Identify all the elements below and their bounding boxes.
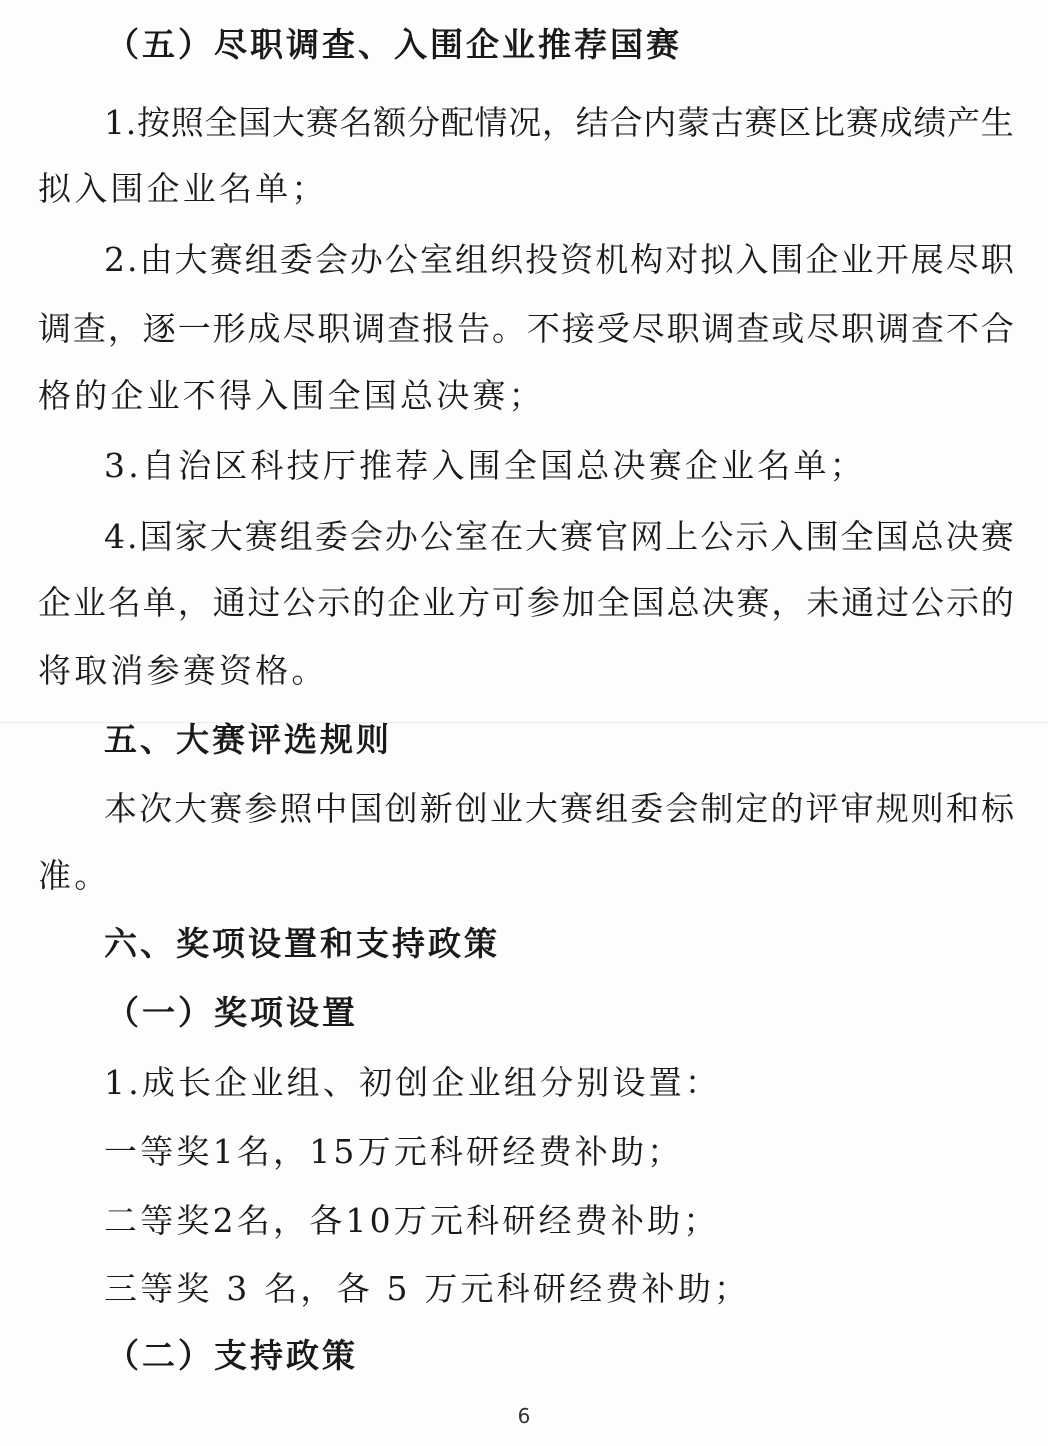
subsection-heading-awards: （一）奖项设置 (106, 993, 358, 1032)
award-item-third: 三等奖 3 名，各 5 万元科研经费补助； (104, 1269, 751, 1308)
award-item-second: 二等奖2名，各10万元科研经费补助； (104, 1201, 720, 1240)
award-item-first: 一等奖1名，15万元科研经费补助； (104, 1132, 684, 1171)
paragraph-line: 本 次 大 赛 参 照 中 国 创 新 创 业 大 赛 组 委 会 制 定 的 评 审 规 则 和 标 (104, 789, 1014, 828)
section-heading-awards-and-support: 六、奖项设置和支持政策 (104, 924, 500, 963)
paragraph-line: 4 . 国 家 大 赛 组 委 会 办 公 室 在 大 赛 官 网 上 公 示 入 围 全 国 总 决 赛 (104, 517, 1014, 556)
paragraph-line: 准。 (38, 856, 111, 895)
page-number: 6 (517, 1404, 531, 1428)
paragraph-line: 将取消参赛资格。 (38, 651, 328, 690)
paragraph-line: 1 . 按 照 全 国 大 赛 名 额 分 配 情 况 ， 结 合 内 蒙 古 赛 区 比 赛 成 绩 产 生 (104, 103, 1014, 142)
paragraph-line: 3.自治区科技厅推荐入围全国总决赛企业名单； (104, 446, 866, 485)
section-heading-judging-rules: 五、大赛评选规则 (104, 720, 392, 759)
paragraph-line: 企 业 名 单 ， 通 过 公 示 的 企 业 方 可 参 加 全 国 总 决 赛 ， 未 通 过 公 示 的 (38, 583, 1014, 622)
subsection-heading-due-diligence: （五）尽职调查、入围企业推荐国赛 (106, 25, 682, 64)
paragraph-line: 拟入围企业名单； (38, 169, 328, 208)
subsection-heading-support-policy: （二）支持政策 (106, 1336, 358, 1375)
paragraph-line: 1.成长企业组、初创企业组分别设置： (104, 1063, 722, 1102)
paragraph-line: 2 . 由 大 赛 组 委 会 办 公 室 组 织 投 资 机 构 对 拟 入 围 企 业 开 展 尽 职 (104, 240, 1014, 279)
paragraph-line: 格的企业不得入围全国总决赛； (38, 376, 545, 415)
paragraph-line: 调 查 ， 逐 一 形 成 尽 职 调 查 报 告 。 不 接 受 尽 职 调 查 或 尽 职 调 查 不 合 (38, 309, 1014, 348)
